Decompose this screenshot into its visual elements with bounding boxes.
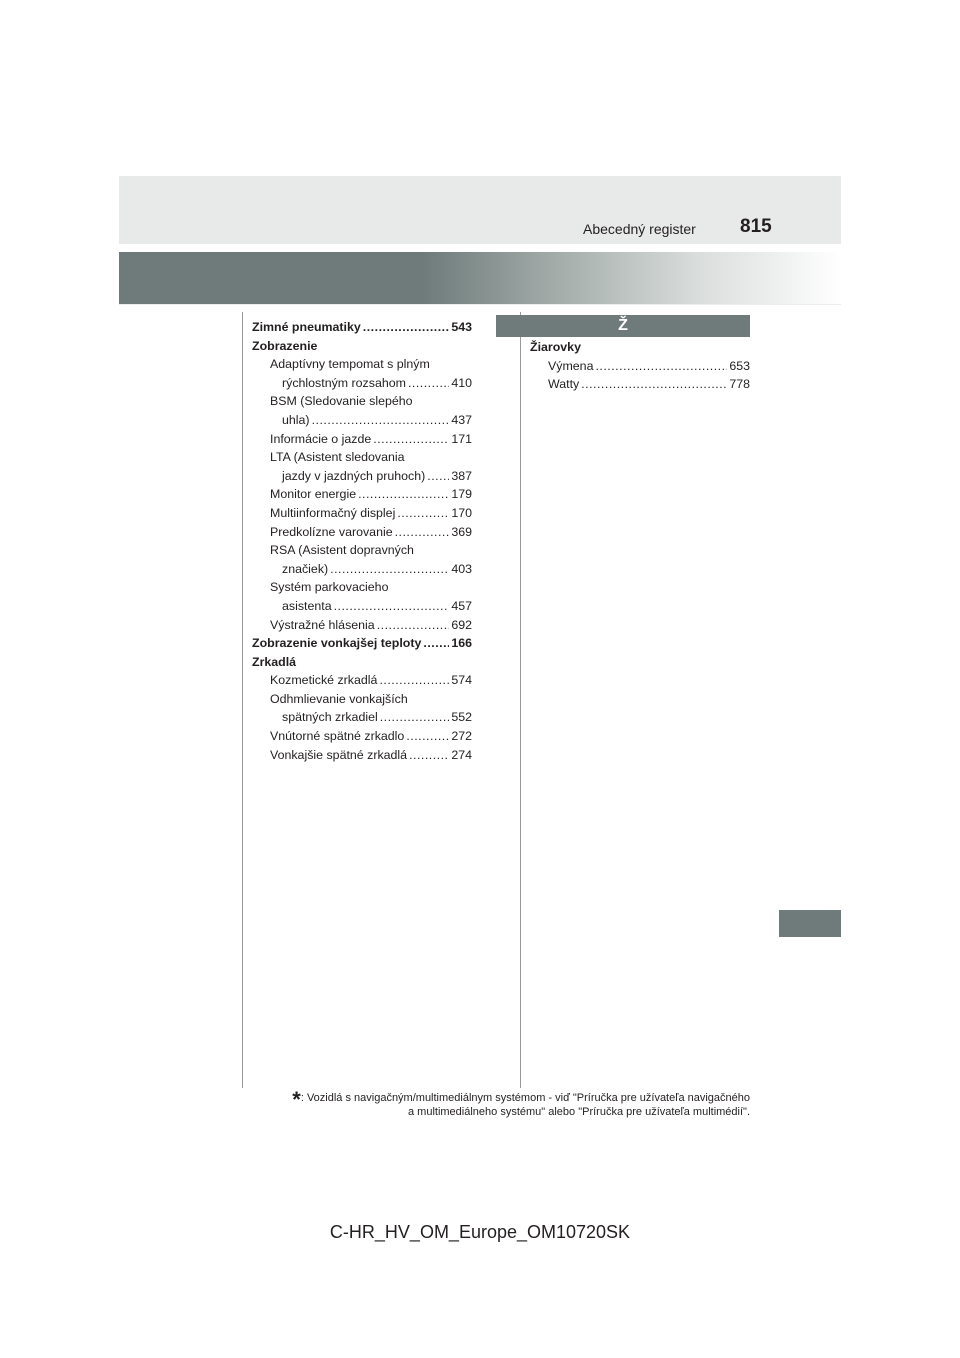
entry-text: značiek) [282,561,329,576]
footnote-marker: * [292,1087,301,1112]
entry-text: Vonkajšie spätné zrkadlá [270,747,408,762]
entry-text: asistenta [282,598,332,613]
leader-dots [406,727,449,746]
index-heading: Zobrazenie [252,338,318,353]
index-entry [252,671,472,690]
entry-text-line1: LTA (Asistent sledovania [270,450,405,465]
leader-dots [395,523,450,542]
leader-dots [595,357,727,376]
entry-page: 403 [451,561,472,576]
leader-dots [358,485,449,504]
index-entry [252,616,472,635]
entry-page: 653 [729,358,750,373]
footnote-line2: a multimediálneho systému" alebo "Príručka pre užívateľa multimédií". [407,1106,750,1118]
entry-page: 543 [451,320,472,334]
leader-dots [312,411,450,430]
index-entry [530,375,750,394]
entry-text: Výmena [548,358,594,373]
entry-page: 457 [451,598,472,613]
index-entry [252,430,472,449]
entry-page: 170 [451,505,472,520]
entry-page: 552 [451,710,472,725]
entry-text: jazdy v jazdných pruhoch) [282,468,426,483]
leader-dots [334,597,450,616]
entry-text: Predkolízne varovanie [270,524,393,539]
entry-text-line1: RSA (Asistent dopravných [270,543,414,558]
leader-dots [380,708,450,727]
entry-text: Watty [548,377,580,392]
index-entry [252,523,472,542]
document-id: C-HR_HV_OM_Europe_OM10720SK [329,1222,631,1242]
index-entry [252,467,472,486]
entry-page: 387 [451,468,472,483]
leader-dots [379,671,449,690]
entry-page: 369 [451,524,472,539]
leader-dots [409,746,449,765]
entry-text: Informácie o jazde [270,431,372,446]
entry-text: Multiinformačný displej [270,505,396,520]
index-entry [252,374,472,393]
entry-text: Monitor energie [270,487,357,502]
entry-text: Zimné pneumatiky [252,320,361,334]
index-entry [252,727,472,746]
entry-text-line1: Systém parkovacieho [270,580,389,595]
index-entry [252,485,472,504]
entry-text: Výstražné hlásenia [270,617,375,632]
entry-page: 437 [451,412,472,427]
index-entry [252,411,472,430]
entry-page: 692 [451,617,472,632]
leader-dots [427,467,449,486]
header-gradient-band [119,252,841,304]
entry-text: Kozmetické zrkadlá [270,673,378,688]
column-divider-left [242,312,243,1088]
index-entry [252,318,472,337]
index-entry [252,597,472,616]
leader-dots [408,374,449,393]
entry-text: rýchlostným rozsahom [282,375,406,390]
index-heading: Zrkadlá [252,654,297,669]
column-divider-middle [520,312,521,1088]
page-number: 815 [740,216,772,237]
leader-dots [397,504,449,523]
entry-text-line1: Adaptívny tempomat s plným [270,357,430,372]
entry-text: uhla) [282,412,310,427]
leader-dots [581,375,727,394]
leader-dots [363,318,450,337]
header-rule [119,304,841,305]
letter-section-header: Ž [496,315,750,337]
entry-page: 778 [729,377,750,392]
index-entry [252,634,472,653]
entry-page: 574 [451,673,472,688]
entry-page: 179 [451,487,472,502]
leader-dots [373,430,449,449]
leader-dots [377,616,450,635]
index-entry [252,708,472,727]
footnote-text: : Vozidlá s navigačným/multimediálnym systémom - viď "Príručka pre užívateľa navigačného [300,1092,750,1104]
entry-page: 410 [451,375,472,390]
entry-page: 274 [451,747,472,762]
entry-page: 166 [451,636,472,651]
entry-text: Vnútorné spätné zrkadlo [270,729,405,744]
entry-text-line1: Odhmlievanie vonkajších [270,691,408,706]
index-entry [530,357,750,376]
leader-dots [330,560,449,579]
leader-dots [423,634,449,653]
index-entry [252,746,472,765]
entry-text: spätných zrkadiel [282,710,378,725]
index-entry [252,504,472,523]
index-heading: Žiarovky [530,340,581,354]
index-entry [252,560,472,579]
footnote [200,1087,750,1119]
index-column-left [252,318,472,764]
index-column-right [530,338,750,394]
entry-text-line1: BSM (Sledovanie slepého [270,394,413,409]
chapter-side-tab [779,910,841,937]
entry-page: 171 [451,431,472,446]
header-bar [119,176,841,244]
entry-page: 272 [451,729,472,744]
section-title: Abecedný register [583,221,696,237]
entry-text: Zobrazenie vonkajšej teploty [252,636,422,651]
